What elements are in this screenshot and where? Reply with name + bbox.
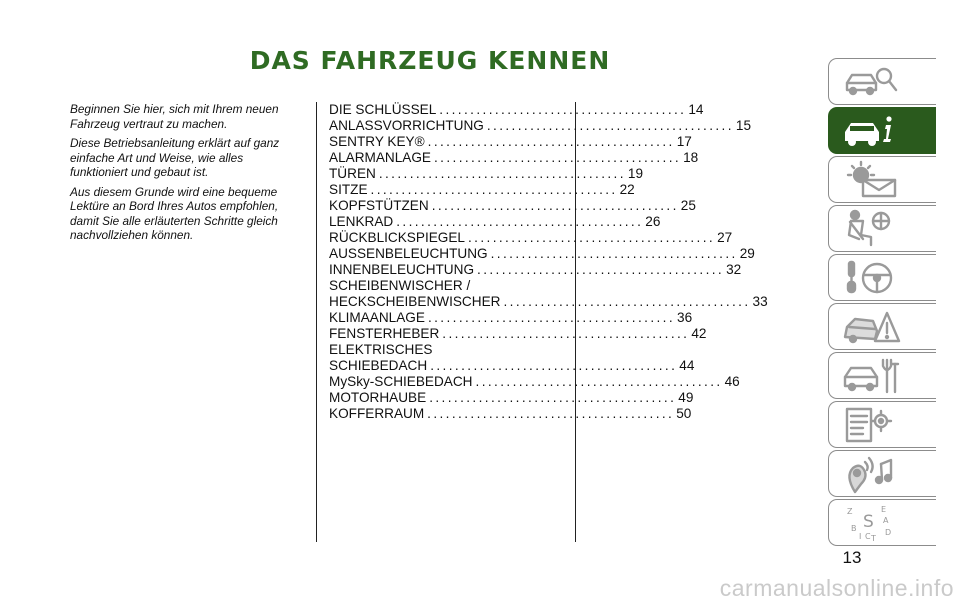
toc-entry[interactable] [329,278,768,310]
toc-entry[interactable] [329,326,707,342]
toc-dot-leader: ........................................ [477,262,725,277]
toc-entry-page: 22 [619,182,635,197]
chapter-tab[interactable] [828,303,936,350]
index-letter: S [863,511,874,532]
toc-dot-leader: ........................................ [442,326,690,341]
chapter-tab[interactable] [828,352,936,399]
toc-entry-title: INNENBELEUCHTUNG [329,262,475,277]
toc-entry-page: 44 [679,358,695,373]
watermark: carmanualsonline.info [719,575,954,601]
intro-paragraph: Beginnen Sie hier, sich mit Ihrem neuen Fahrzeug vertraut zu machen. [70,102,279,131]
toc-entry-title: KOFFERRAUM [329,406,425,421]
toc-dot-leader: ........................................ [427,310,676,325]
toc-entry[interactable] [329,150,699,166]
toc-entry-title: ANLASSVORRICHTUNG [329,118,484,133]
index-letter: T [871,533,876,543]
toc-entry-title: MySky-SCHIEBEDACH [329,374,473,389]
index-letter: Z [847,506,853,516]
toc-entry-title-line: ELEKTRISCHES [329,342,433,357]
toc-entry[interactable] [329,390,694,406]
toc-dot-leader: ........................................ [427,134,675,149]
seatbelt-airbag-icon [841,209,903,249]
toc-entry-title: TÜREN [329,166,376,181]
toc-entry[interactable] [329,214,661,230]
car-info-icon [841,111,903,151]
chapter-tab[interactable] [828,499,936,546]
toc-entry[interactable] [329,342,695,374]
chapter-tabs [828,58,936,548]
toc-entry-title: SCHIEBEDACH [329,358,428,373]
toc-dot-leader: ........................................ [486,118,734,133]
toc-entry[interactable] [329,182,635,198]
toc-entry-page: 19 [627,166,644,181]
toc-dot-leader: ........................................ [503,294,751,309]
toc-entry-page: 36 [677,310,693,325]
toc-entry-title: LENKRAD [329,214,394,229]
toc-entry-page: 18 [683,150,699,165]
toc-dot-leader: ........................................ [429,390,677,405]
index-letter: D [885,527,892,537]
toc-dot-leader: ........................................ [396,214,644,229]
toc-dot-leader: ........................................ [378,166,626,181]
toc-entry[interactable] [329,118,752,134]
toc-entry[interactable] [329,262,742,278]
multimedia-icon [841,454,903,494]
column-divider-left [316,102,317,542]
car-search-icon [841,62,903,102]
index-letter: E [881,504,887,514]
page-title: DAS FAHRZEUG KENNEN [249,46,611,75]
steering-wheel-icon [841,258,903,298]
alphabetical-index-icon [841,503,903,543]
toc-entry-title-line: SCHEIBENWISCHER / [329,278,471,293]
toc-dot-leader: ........................................ [370,182,618,197]
toc-entry-title: SENTRY KEY® [329,134,425,149]
index-letter: I [859,531,862,541]
index-letter: C [865,531,871,541]
chapter-tab[interactable] [828,205,936,252]
toc-entry-page: 25 [680,198,696,213]
index-letter: B [851,523,857,533]
toc-entry-title: FENSTERHEBER [329,326,440,341]
toc-entry[interactable] [329,198,696,214]
toc-entry-page: 17 [676,134,692,149]
toc-entry-title: KLIMAANLAGE [329,310,425,325]
toc-dot-leader: ........................................ [434,150,682,165]
warning-light-message-icon [841,160,903,200]
toc-entry-title: MOTORHAUBE [329,390,427,405]
toc-dot-leader: ........................................ [430,358,678,373]
toc-entry[interactable] [329,374,740,390]
toc-entry-page: 15 [735,118,752,133]
toc-dot-leader: ........................................ [490,246,738,261]
chapter-tab-active[interactable] [828,107,936,154]
toc-dot-leader: ........................................ [475,374,723,389]
table-of-contents [329,102,768,422]
toc-entry[interactable] [329,310,693,326]
toc-entry-page: 42 [691,326,707,341]
toc-entry-page: 14 [688,102,704,117]
index-letter: A [883,515,889,525]
toc-entry-page: 33 [752,294,768,309]
toc-dot-leader: ........................................ [427,406,675,421]
toc-entry-title: ALARMANLAGE [329,150,431,165]
toc-entry-page: 49 [678,390,694,405]
toc-dot-leader: ........................................ [431,198,679,213]
chapter-tab[interactable] [828,58,936,105]
toc-entry[interactable] [329,406,692,422]
chapter-tab[interactable] [828,156,936,203]
toc-entry-page: 26 [645,214,661,229]
chapter-tab[interactable] [828,254,936,301]
toc-dot-leader: ........................................ [439,102,687,117]
toc-entry-page: 46 [724,374,740,389]
toc-entry-title: AUSSENBELEUCHTUNG [329,246,488,261]
toc-entry-page: 27 [717,230,733,245]
toc-entry-page: 50 [676,406,692,421]
page-number: 13 [842,548,862,567]
chapter-tab[interactable] [828,401,936,448]
toc-entry-page: 29 [739,246,755,261]
toc-entry-title: RÜCKBLICKSPIEGEL [329,230,465,245]
toc-entry-title: SITZE [329,182,368,197]
toc-entry-page: 32 [726,262,742,277]
car-service-icon [841,356,903,396]
toc-entry-title: KOPFSTÜTZEN [329,198,429,213]
toc-entry[interactable] [329,230,733,246]
intro-text [70,102,302,248]
toc-dot-leader: ........................................ [467,230,716,245]
chapter-tab[interactable] [828,450,936,497]
toc-entry[interactable] [329,246,755,262]
toc-entry[interactable] [329,134,692,150]
toc-entry[interactable] [329,102,704,118]
car-crash-warning-icon [841,307,903,347]
toc-entry-title: DIE SCHLÜSSEL [329,102,437,117]
intro-paragraph: Aus diesem Grunde wird eine bequeme Lektüre an Bord Ihres Autos empfohlen, damit Sie alle erläuterten Schritte gleich nachvollziehen können. [70,184,279,242]
intro-paragraph: Diese Betriebsanleitung erklärt auf ganz einfache Art und Weise, wie alles funktioniert und gebaut ist. [70,136,280,179]
toc-entry[interactable] [329,166,644,182]
specifications-gear-icon [841,405,903,445]
toc-entry-title: HECKSCHEIBENWISCHER [329,294,501,309]
